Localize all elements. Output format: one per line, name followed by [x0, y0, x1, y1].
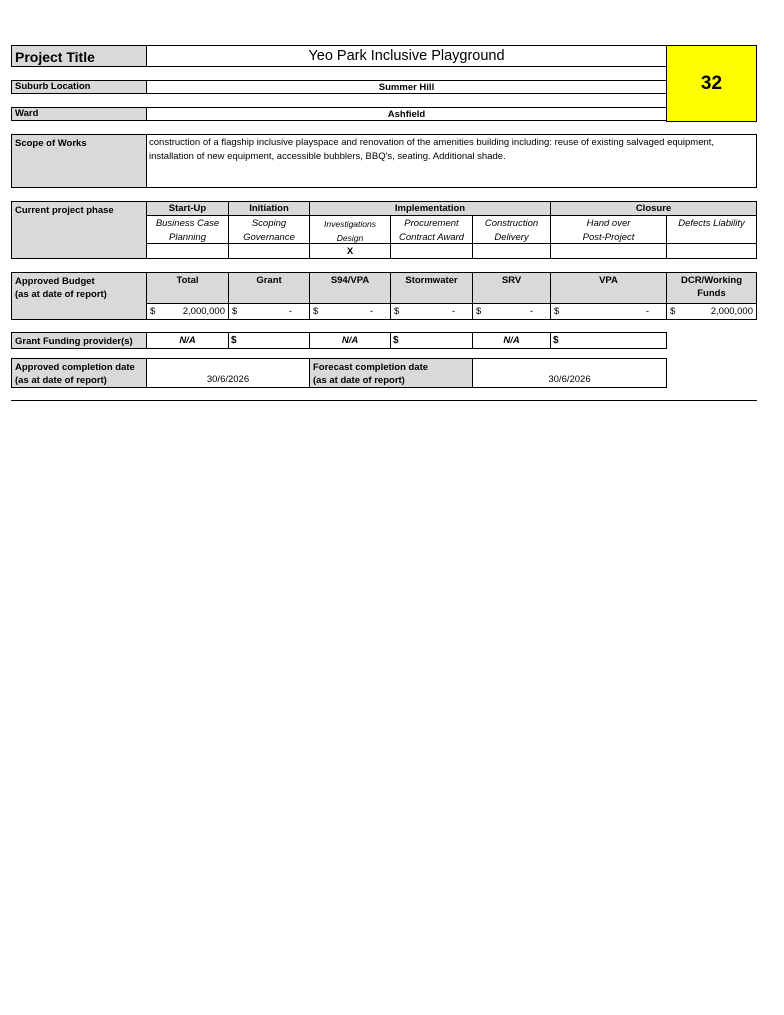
subphase-defects: [666, 215, 757, 244]
budget-amount: -: [288, 306, 292, 317]
project-title-label: Project Title: [11, 45, 147, 67]
project-number-badge: 32: [666, 45, 757, 122]
forecast-completion-label: [309, 358, 473, 388]
currency-symbol: $: [554, 306, 560, 317]
suburb-value: Summer Hill: [146, 80, 667, 94]
grant-amount-1: $: [228, 332, 310, 349]
currency-symbol: $: [232, 306, 238, 317]
budget-value-srv: [472, 303, 551, 320]
phase-startup-header: Start-Up: [146, 201, 229, 216]
suburb-label: Suburb Location: [11, 80, 147, 94]
budget-amount: -: [369, 306, 373, 317]
budget-value-grant: [228, 303, 310, 320]
budget-label-line1: Approved Budget: [15, 276, 95, 287]
ward-value: Ashfield: [146, 107, 667, 121]
budget-header-stormwater: Stormwater: [390, 272, 473, 304]
phase-implementation-header: Implementation: [309, 201, 551, 216]
budget-amount: 2,000,000: [182, 306, 225, 317]
phase-initiation-header: Initiation: [228, 201, 310, 216]
phase-mark-construction: [472, 243, 551, 259]
budget-header-srv: SRV: [472, 272, 551, 304]
subphase-line2: Design: [336, 233, 364, 243]
approved-completion-line2: (as at date of report): [15, 375, 107, 386]
budget-value-s94vpa: [309, 303, 391, 320]
currency-symbol: $: [670, 306, 676, 317]
currency-symbol: $: [476, 306, 482, 317]
budget-label: [11, 272, 147, 320]
project-title: Yeo Park Inclusive Playground: [146, 45, 667, 67]
budget-header-dcr: DCR/Working Funds: [666, 272, 757, 304]
budget-amount: -: [645, 306, 649, 317]
forecast-completion-line1: Forecast completion date: [313, 362, 429, 373]
phase-mark-defects: [666, 243, 757, 259]
subphase-investigations: [309, 215, 391, 244]
subphase-initiation: [228, 215, 310, 244]
phase-mark-startup: [146, 243, 229, 259]
phase-label: Current project phase: [11, 201, 147, 259]
budget-header-vpa: VPA: [550, 272, 667, 304]
budget-header-s94vpa: S94/VPA: [309, 272, 391, 304]
subphase-line1: Defects Liability: [678, 218, 745, 229]
budget-value-vpa: [550, 303, 667, 320]
grant-provider-2: N/A: [309, 332, 391, 349]
grant-amount-2: $: [390, 332, 473, 349]
budget-value-stormwater: [390, 303, 473, 320]
currency-symbol: $: [394, 306, 400, 317]
grant-amount-3: $: [550, 332, 667, 349]
forecast-completion-value: 30/6/2026: [472, 358, 667, 388]
budget-header-total: Total: [146, 272, 229, 304]
subphase-line2: Contract Award: [399, 232, 464, 243]
currency-symbol: $: [150, 306, 156, 317]
phase-mark-procurement: [390, 243, 473, 259]
phase-mark-handover: [550, 243, 667, 259]
forecast-completion-line2: (as at date of report): [313, 375, 405, 386]
bottom-divider: [11, 400, 757, 401]
grant-provider-label: Grant Funding provider(s): [11, 332, 147, 349]
subphase-line1: Scoping: [251, 218, 287, 229]
currency-symbol: $: [313, 306, 319, 317]
approved-completion-value: 30/6/2026: [146, 358, 310, 388]
budget-amount: 2,000,000: [710, 306, 753, 317]
subphase-line1: Procurement: [404, 218, 459, 229]
budget-amount: -: [451, 306, 455, 317]
subphase-line2: Post-Project: [582, 232, 635, 243]
subphase-line1: Construction: [484, 218, 539, 229]
scope-label: Scope of Works: [11, 134, 147, 188]
budget-amount: -: [529, 306, 533, 317]
phase-mark-investigations: X: [309, 243, 391, 259]
subphase-line1: Hand over: [586, 218, 631, 229]
approved-completion-label: [11, 358, 147, 388]
subphase-line2: Planning: [169, 232, 206, 243]
budget-label-line2: (as at date of report): [15, 289, 107, 300]
budget-value-total: [146, 303, 229, 320]
subphase-line2: Delivery: [494, 232, 529, 243]
approved-completion-line1: Approved completion date: [15, 362, 135, 373]
grant-provider-3: N/A: [472, 332, 551, 349]
ward-label: Ward: [11, 107, 147, 121]
budget-value-dcr: [666, 303, 757, 320]
budget-header-grant: Grant: [228, 272, 310, 304]
subphase-handover: [550, 215, 667, 244]
subphase-startup: [146, 215, 229, 244]
phase-closure-header: Closure: [550, 201, 757, 216]
subphase-procurement: [390, 215, 473, 244]
grant-provider-1: N/A: [146, 332, 229, 349]
subphase-line1: Business Case: [155, 218, 220, 229]
subphase-line1: Investigations: [324, 219, 376, 229]
phase-mark-initiation: [228, 243, 310, 259]
subphase-construction: [472, 215, 551, 244]
scope-text: construction of a flagship inclusive playspace and renovation of the amenities building including: reuse of existing salvaged equipment, installation of new equipment, accessible bubblers, BBQ's, seating. Additional shade.: [146, 134, 757, 188]
subphase-line2: Governance: [243, 232, 295, 243]
